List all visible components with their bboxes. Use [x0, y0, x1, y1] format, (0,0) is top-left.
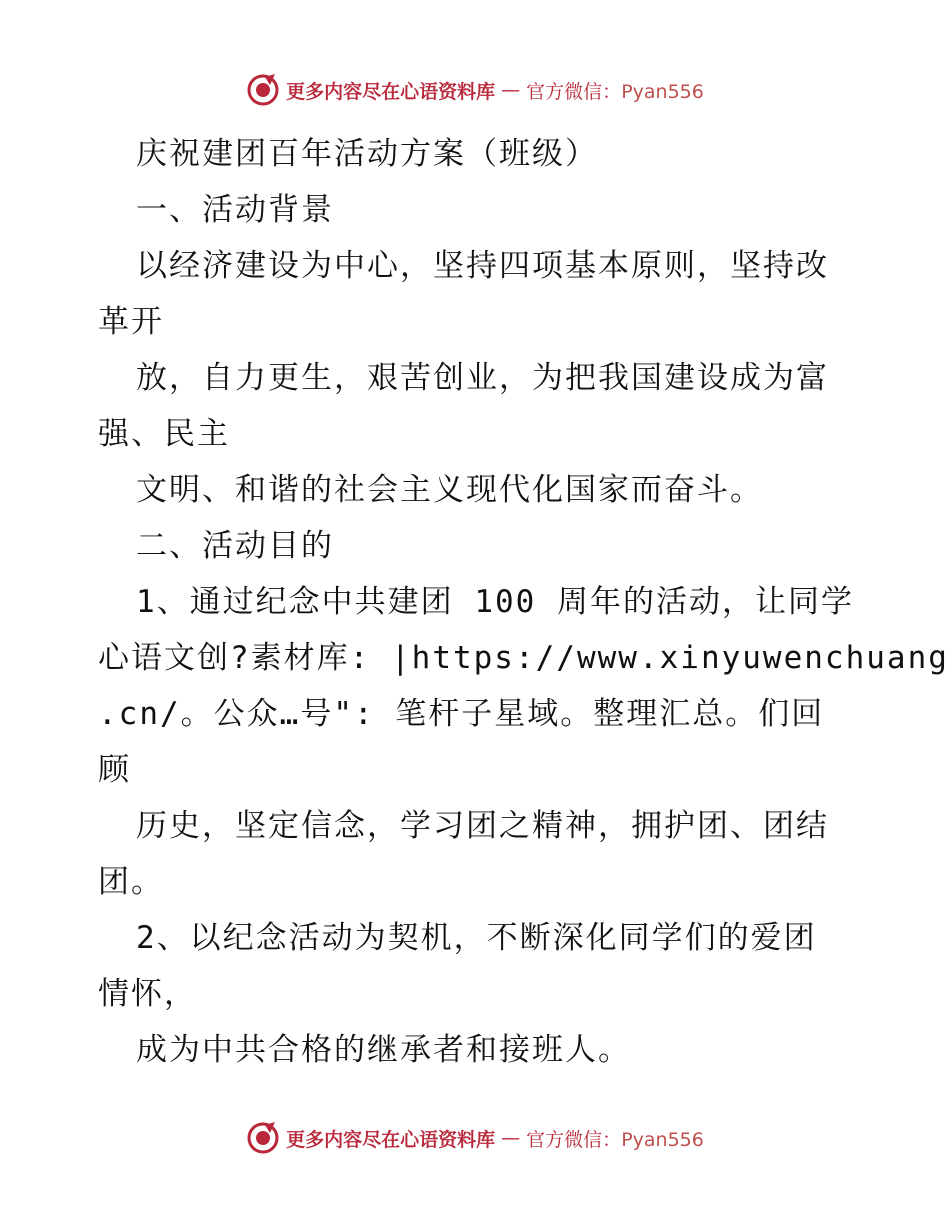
watermark-dash: —: [501, 1127, 521, 1149]
text-line: 强、民主: [98, 416, 230, 452]
watermark-dash: —: [501, 79, 521, 101]
text-line: 团。: [98, 864, 164, 900]
watermark-contact: [526, 77, 704, 104]
text-line: 心语文创?素材库: |https://www.xinyuwenchuang: [98, 640, 949, 676]
text-line: 一、活动背景: [136, 192, 334, 228]
document-body: [98, 126, 949, 1078]
text-line: 情怀，: [98, 976, 197, 1012]
seal-logo-icon: [246, 1121, 280, 1155]
seal-logo-icon: [246, 73, 280, 107]
text-line: 革开: [98, 304, 164, 340]
text-line: .cn/。公众…号": 笔杆子星域。整理汇总。们回: [98, 696, 825, 732]
text-line: 2、以纪念活动为契机，不断深化同学们的爱团: [136, 920, 817, 956]
watermark-contact-label: 官方微信：: [526, 80, 622, 103]
watermark-id: Pyan556: [621, 80, 704, 103]
text-line: 二、活动目的: [136, 528, 334, 564]
header-watermark: [0, 70, 950, 110]
text-line: 顾: [98, 752, 131, 788]
watermark-contact-label: 官方微信：: [526, 1128, 622, 1151]
text-line: 文明、和谐的社会主义现代化国家而奋斗。: [136, 472, 763, 508]
text-line: 以经济建设为中心，坚持四项基本原则，坚持改: [136, 248, 829, 284]
watermark-id: Pyan556: [621, 1128, 704, 1151]
watermark-text: 更多内容尽在心语资料库: [286, 80, 496, 103]
text-line: 成为中共合格的继承者和接班人。: [136, 1032, 631, 1068]
text-line: 1、通过纪念中共建团 100 周年的活动，让同学: [136, 584, 854, 620]
text-line: 历史，坚定信念，学习团之精神，拥护团、团结: [136, 808, 829, 844]
footer-watermark: [0, 1118, 950, 1158]
watermark-contact: [526, 1125, 704, 1152]
text-line: 庆祝建团百年活动方案（班级）: [136, 136, 598, 172]
watermark-text: 更多内容尽在心语资料库: [286, 1128, 496, 1151]
text-line: 放，自力更生，艰苦创业，为把我国建设成为富: [136, 360, 829, 396]
